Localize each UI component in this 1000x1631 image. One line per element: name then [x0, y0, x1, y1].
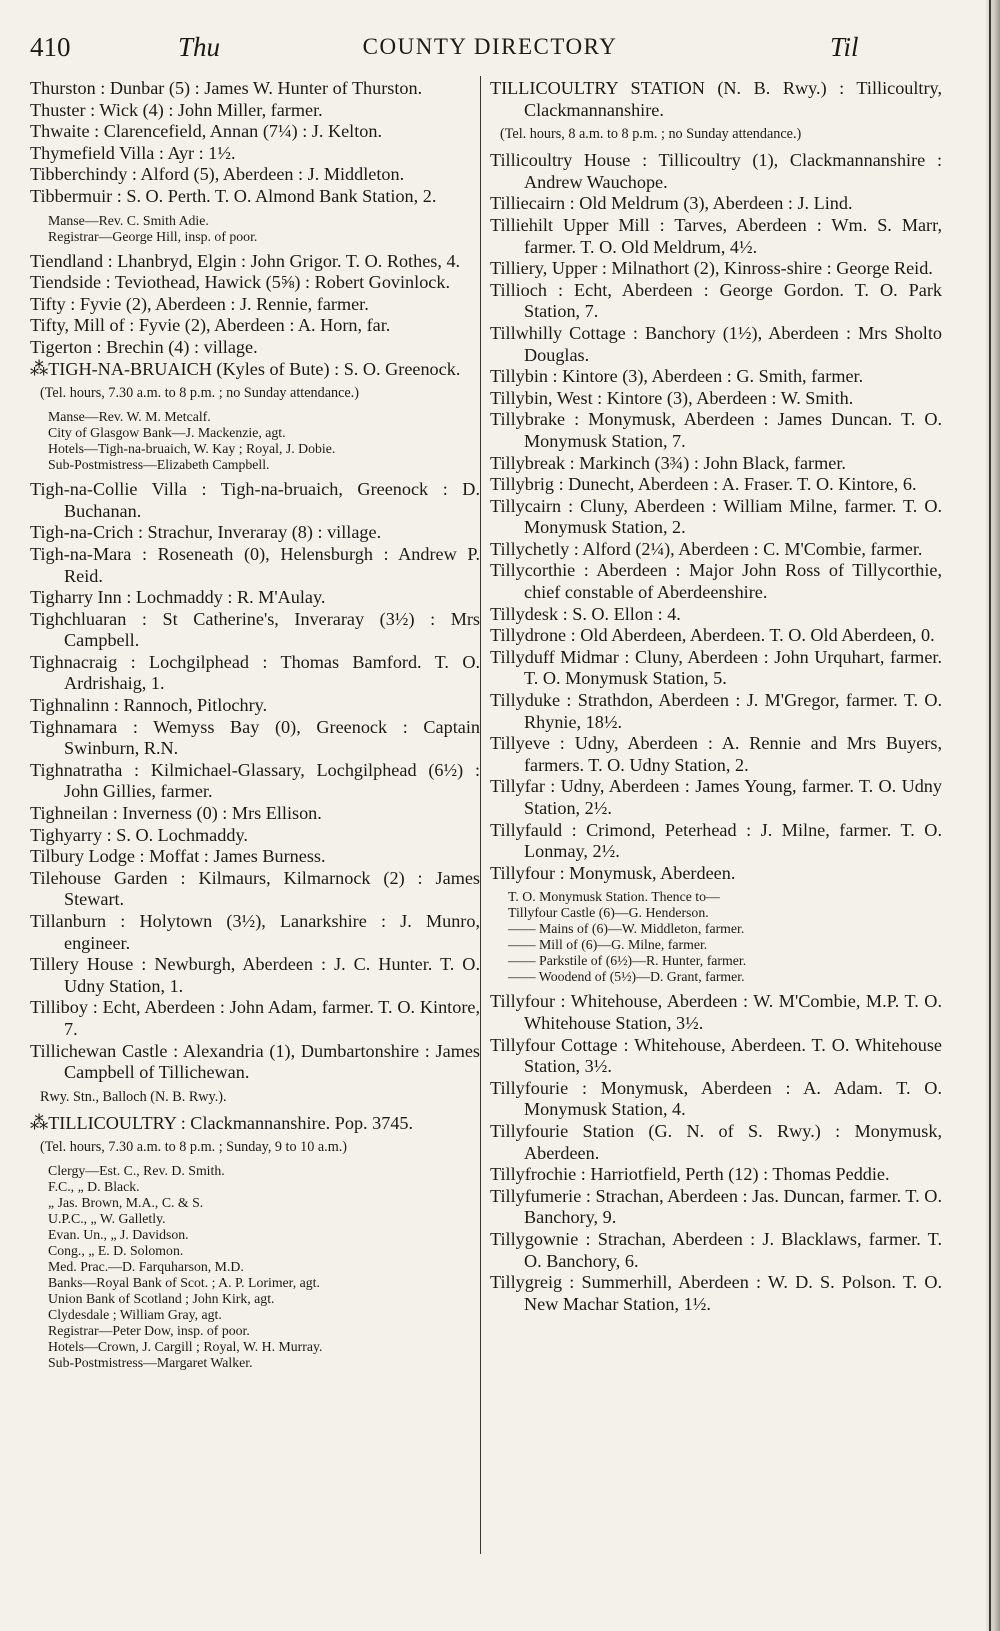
- detail-line: T. O. Monymusk Station. Thence to—: [508, 889, 720, 905]
- directory-entry: Tillicoultry House : Tillicoultry (1), Clackmannanshire : Andrew Wauchope.: [490, 150, 942, 192]
- directory-entry: Tillioch : Echt, Aberdeen : George Gordon. T. O. Park Station, 7.: [490, 279, 942, 322]
- directory-entry: Tillyfour : Monymusk, Aberdeen.: [490, 862, 736, 883]
- directory-entry: Tillyduke : Strathdon, Aberdeen : J. M'Gregor, farmer. T. O. Rhynie, 18½.: [490, 690, 942, 732]
- directory-entry: Tillygreig : Summerhill, Aberdeen : W. D. S. Polson. T. O. New Machar Station, 1½.: [490, 1272, 942, 1314]
- directory-entry: Tibberchindy : Alford (5), Aberdeen : J. Middleton.: [30, 164, 405, 185]
- left-guide-word: Thu: [178, 32, 221, 62]
- detail-line: —— Mill of (6)—G. Milne, farmer.: [508, 937, 708, 953]
- directory-entry: Thuster : Wick (4) : John Miller, farmer.: [30, 99, 323, 120]
- page-header: [30, 32, 950, 66]
- detail-line: Registrar—George Hill, insp. of poor.: [48, 228, 258, 244]
- detail-line: Tillyfour Castle (6)—G. Henderson.: [508, 905, 709, 921]
- directory-entry: Tillybin, West : Kintore (3), Aberdeen : W. Smith.: [490, 387, 854, 408]
- directory-entry: Tilliecairn : Old Meldrum (3), Aberdeen : J. Lind.: [490, 193, 853, 214]
- directory-entry: Tilbury Lodge : Moffat : James Burness.: [30, 846, 326, 867]
- directory-entry: Tillybreak : Markinch (3¾) : John Black, farmer.: [490, 452, 846, 473]
- directory-entry: Tillwhilly Cottage : Banchory (1½), Aberdeen : Mrs Sholto Douglas.: [490, 322, 942, 365]
- detail-line: Clergy—Est. C., Rev. D. Smith.: [48, 1163, 225, 1179]
- directory-entry: Tighnatratha : Kilmichael-Glassary, Lochgilphead (6½) : John Gillies, farmer.: [30, 759, 480, 802]
- entry-details: [48, 1163, 480, 1371]
- entry-note: (Tel. hours, 7.30 a.m. to 8 p.m. ; no Sunday attendance.): [40, 385, 359, 402]
- directory-entry: Tighyarry : S. O. Lochmaddy.: [30, 824, 248, 845]
- directory-entry: Tillydesk : S. O. Ellon : 4.: [490, 603, 681, 624]
- left-column: [30, 78, 480, 1377]
- directory-entry: Tighnacraig : Lochgilphead : Thomas Bamford. T. O. Ardrishaig, 1.: [30, 651, 480, 694]
- directory-entry: Tighneilan : Inverness (0) : Mrs Ellison.: [30, 803, 322, 824]
- entry-note: (Tel. hours, 8 a.m. to 8 p.m. ; no Sunday attendance.): [500, 126, 802, 143]
- right-guide-word: Til: [830, 32, 859, 62]
- detail-line: —— Woodend of (5½)—D. Grant, farmer.: [508, 969, 745, 985]
- directory-entry: Tilliboy : Echt, Aberdeen : John Adam, farmer. T. O. Kintore, 7.: [30, 997, 480, 1039]
- directory-entry: ⁂TIGH-NA-BRUAICH (Kyles of Bute) : S. O. Greenock.: [30, 358, 461, 379]
- directory-entry: Tigh-na-Crich : Strachur, Inveraray (8) : village.: [30, 522, 382, 543]
- detail-line: F.C., „ D. Black.: [48, 1179, 140, 1195]
- directory-entry: Tillyduff Midmar : Cluny, Aberdeen : John Urquhart, farmer. T. O. Monymusk Station, 5.: [490, 646, 942, 689]
- directory-entry: TILLICOULTRY STATION (N. B. Rwy.) : Tillicoultry, Clackmannanshire.: [490, 78, 942, 120]
- directory-entry: Tillycairn : Cluny, Aberdeen : William Milne, farmer. T. O. Monymusk Station, 2.: [490, 495, 942, 538]
- directory-entry: Tillygownie : Strachan, Aberdeen : J. Blacklaws, farmer. T. O. Banchory, 6.: [490, 1228, 942, 1271]
- column-divider: [480, 76, 481, 1554]
- detail-line: City of Glasgow Bank—J. Mackenzie, agt.: [48, 425, 286, 441]
- directory-entry: Tilehouse Garden : Kilmaurs, Kilmarnock (2) : James Stewart.: [30, 867, 480, 910]
- directory-entry: Tiendside : Teviothead, Hawick (5⅝) : Robert Govinlock.: [30, 272, 451, 293]
- directory-entry: Tillery House : Newburgh, Aberdeen : J. C. Hunter. T. O. Udny Station, 1.: [30, 954, 480, 996]
- detail-line: Manse—Rev. C. Smith Adie.: [48, 212, 209, 228]
- entry-details: [48, 409, 480, 473]
- directory-entry: Tigh-na-Mara : Roseneath (0), Helensburgh : Andrew P. Reid.: [30, 543, 480, 586]
- directory-entry: Tillyfrochie : Harriotfield, Perth (12) : Thomas Peddie.: [490, 1164, 890, 1185]
- directory-entry: Tighnalinn : Rannoch, Pitlochry.: [30, 695, 268, 716]
- directory-entry: Tilliery, Upper : Milnathort (2), Kinross-shire : George Reid.: [490, 258, 933, 279]
- directory-entry: Tillichewan Castle : Alexandria (1), Dumbartonshire : James Campbell of Tillichewan.: [30, 1040, 480, 1083]
- directory-entry: ⁂TILLICOULTRY : Clackmannanshire. Pop. 3745.: [30, 1112, 414, 1133]
- directory-entry: Tifty : Fyvie (2), Aberdeen : J. Rennie, farmer.: [30, 293, 369, 314]
- detail-line: Union Bank of Scotland ; John Kirk, agt.: [48, 1291, 275, 1307]
- directory-entry: Tighchluaran : St Catherine's, Inveraray (3½) : Mrs Campbell.: [30, 608, 480, 651]
- directory-entry: Tilliehilt Upper Mill : Tarves, Aberdeen : Wm. S. Marr, farmer. T. O. Old Meldrum, 4½.: [490, 214, 942, 257]
- detail-line: Manse—Rev. W. M. Metcalf.: [48, 409, 211, 425]
- directory-entry: Tighnamara : Wemyss Bay (0), Greenock : Captain Swinburn, R.N.: [30, 716, 480, 759]
- directory-entry: Tillychetly : Alford (2¼), Aberdeen : C. M'Combie, farmer.: [490, 538, 923, 559]
- directory-entry: Tibbermuir : S. O. Perth. T. O. Almond Bank Station, 2.: [30, 185, 437, 206]
- detail-line: U.P.C., „ W. Galletly.: [48, 1211, 166, 1227]
- directory-entry: Tillyeve : Udny, Aberdeen : A. Rennie and Mrs Buyers, farmers. T. O. Udny Station, 2.: [490, 733, 942, 775]
- directory-entry: Tillyfour Cottage : Whitehouse, Aberdeen. T. O. Whitehouse Station, 3½.: [490, 1034, 942, 1077]
- detail-line: Registrar—Peter Dow, insp. of poor.: [48, 1323, 250, 1339]
- directory-entry: Tillyfourie Station (G. N. of S. Rwy.) : Monymusk, Aberdeen.: [490, 1120, 942, 1163]
- directory-entry: Tillybrig : Dunecht, Aberdeen : A. Fraser. T. O. Kintore, 6.: [490, 474, 917, 495]
- entry-note: (Tel. hours, 7.30 a.m. to 8 p.m. ; Sunday, 9 to 10 a.m.): [40, 1139, 348, 1156]
- directory-entry: Thurston : Dunbar (5) : James W. Hunter of Thurston.: [30, 78, 423, 98]
- entry-details: [508, 889, 942, 985]
- directory-entry: Tifty, Mill of : Fyvie (2), Aberdeen : A. Horn, far.: [30, 315, 391, 336]
- directory-entry: Tillydrone : Old Aberdeen, Aberdeen. T. O. Old Aberdeen, 0.: [490, 625, 935, 646]
- detail-line: Clydesdale ; William Gray, agt.: [48, 1307, 222, 1323]
- directory-entry: Tillycorthie : Aberdeen : Major John Ross of Tillycorthie, chief constable of Aberdeenshire.: [490, 560, 942, 603]
- entry-details: [48, 213, 480, 245]
- detail-line: Sub-Postmistress—Elizabeth Campbell.: [48, 457, 270, 473]
- directory-entry: Tigerton : Brechin (4) : village.: [30, 336, 258, 357]
- directory-entry: Tillyfauld : Crimond, Peterhead : J. Milne, farmer. T. O. Lonmay, 2½.: [490, 819, 942, 862]
- detail-line: Hotels—Tigh-na-bruaich, W. Kay ; Royal, J. Dobie.: [48, 441, 336, 457]
- detail-line: Banks—Royal Bank of Scot. ; A. P. Lorimer, agt.: [48, 1275, 320, 1291]
- detail-line: —— Mains of (6)—W. Middleton, farmer.: [508, 921, 745, 937]
- directory-entry: Tillyfour : Whitehouse, Aberdeen : W. M'Combie, M.P. T. O. Whitehouse Station, 3½.: [490, 991, 942, 1033]
- detail-line: Hotels—Crown, J. Cargill ; Royal, W. H. Murray.: [48, 1339, 323, 1355]
- detail-line: Med. Prac.—D. Farquharson, M.D.: [48, 1259, 244, 1275]
- detail-line: Sub-Postmistress—Margaret Walker.: [48, 1355, 253, 1371]
- page-number: 410: [30, 32, 71, 62]
- directory-entry: Thymefield Villa : Ayr : 1½.: [30, 142, 236, 163]
- directory-entry: Tillanburn : Holytown (3½), Lanarkshire : J. Munro, engineer.: [30, 911, 480, 953]
- detail-line: —— Parkstile of (6½)—R. Hunter, farmer.: [508, 953, 747, 969]
- directory-entry: Tillyfar : Udny, Aberdeen : James Young, farmer. T. O. Udny Station, 2½.: [490, 776, 942, 818]
- directory-entry: Tillyfumerie : Strachan, Aberdeen : Jas. Duncan, farmer. T. O. Banchory, 9.: [490, 1185, 942, 1228]
- detail-line: Evan. Un., „ J. Davidson.: [48, 1227, 189, 1243]
- detail-line: Cong., „ E. D. Solomon.: [48, 1243, 184, 1259]
- page-edge: [986, 0, 1000, 1631]
- directory-entry: Tillyfourie : Monymusk, Aberdeen : A. Adam. T. O. Monymusk Station, 4.: [490, 1077, 942, 1120]
- right-column: [490, 78, 942, 1315]
- directory-entry: Thwaite : Clarencefield, Annan (7¼) : J. Kelton.: [30, 121, 383, 142]
- detail-line: „ Jas. Brown, M.A., C. & S.: [48, 1195, 204, 1211]
- directory-entry: Tillybrake : Monymusk, Aberdeen : James Duncan. T. O. Monymusk Station, 7.: [490, 409, 942, 451]
- running-title: COUNTY DIRECTORY: [362, 34, 618, 59]
- directory-entry: Tigharry Inn : Lochmaddy : R. M'Aulay.: [30, 587, 326, 608]
- directory-entry: Tigh-na-Collie Villa : Tigh-na-bruaich, Greenock : D. Buchanan.: [30, 479, 480, 521]
- directory-entry: Tillybin : Kintore (3), Aberdeen : G. Smith, farmer.: [490, 366, 864, 387]
- directory-entry: Tiendland : Lhanbryd, Elgin : John Grigor. T. O. Rothes, 4.: [30, 250, 461, 271]
- entry-note: Rwy. Stn., Balloch (N. B. Rwy.).: [40, 1088, 227, 1105]
